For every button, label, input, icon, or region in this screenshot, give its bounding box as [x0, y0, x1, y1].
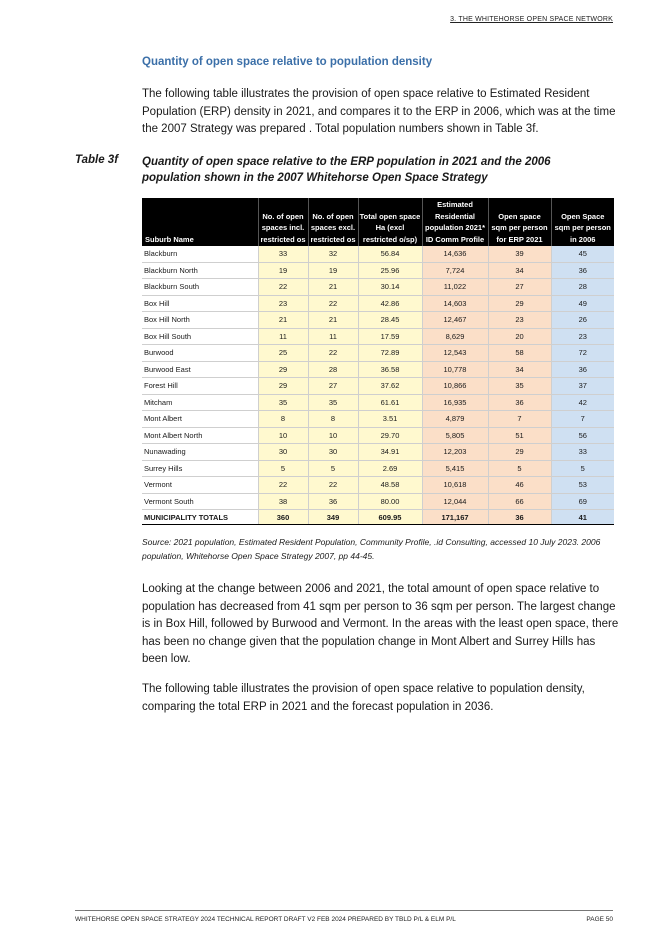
cell-spaces-incl: 25 [258, 345, 308, 362]
cell-suburb-name: Box Hill [142, 295, 258, 312]
header-sqm-2021: Open space sqm per person for ERP 2021 [488, 198, 551, 246]
intro-paragraph: The following table illustrates the provision of open space relative to Estimated Resident Population (ERP) density in 2021, and compares it to the ERP in 2006, which was at the time the 2007 Strategy was prepared . Total population numbers shown in Table 3f. [142, 88, 616, 135]
table-row [142, 295, 614, 312]
cell-spaces-incl: 5 [258, 460, 308, 477]
total-sqm-2021: 36 [488, 510, 551, 525]
cell-spaces-incl: 10 [258, 427, 308, 444]
cell-sqm-2006: 28 [551, 279, 614, 296]
cell-sqm-2021: 46 [488, 477, 551, 494]
cell-total-ha: 61.61 [358, 394, 422, 411]
cell-sqm-2021: 5 [488, 460, 551, 477]
total-total-ha: 609.95 [358, 510, 422, 525]
cell-suburb-name: Box Hill North [142, 312, 258, 329]
table-row [142, 262, 614, 279]
total-suburb-name: MUNICIPALITY TOTALS [142, 510, 258, 525]
cell-suburb-name: Surrey Hills [142, 460, 258, 477]
next-table-paragraph: The following table illustrates the provision of open space relative to population density, comparing the total ERP in 2021 and the forecast population in 2036. [142, 683, 585, 713]
cell-spaces-incl: 23 [258, 295, 308, 312]
cell-sqm-2006: 53 [551, 477, 614, 494]
cell-erp-2021: 12,467 [422, 312, 488, 329]
cell-total-ha: 25.96 [358, 262, 422, 279]
running-head: 3. THE WHITEHORSE OPEN SPACE NETWORK [450, 16, 613, 23]
cell-erp-2021: 4,879 [422, 411, 488, 428]
cell-sqm-2006: 49 [551, 295, 614, 312]
cell-spaces-excl: 19 [308, 262, 358, 279]
cell-spaces-incl: 30 [258, 444, 308, 461]
table-row [142, 246, 614, 262]
cell-spaces-excl: 32 [308, 246, 358, 262]
cell-spaces-excl: 27 [308, 378, 358, 395]
cell-spaces-incl: 35 [258, 394, 308, 411]
cell-spaces-incl: 22 [258, 477, 308, 494]
cell-suburb-name: Vermont [142, 477, 258, 494]
cell-erp-2021: 10,866 [422, 378, 488, 395]
cell-spaces-excl: 21 [308, 312, 358, 329]
cell-suburb-name: Blackburn North [142, 262, 258, 279]
cell-sqm-2021: 27 [488, 279, 551, 296]
cell-spaces-incl: 29 [258, 361, 308, 378]
table-header-row [142, 198, 614, 246]
cell-sqm-2021: 29 [488, 295, 551, 312]
header-sqm-2006: Open Space sqm per person in 2006 [551, 198, 614, 246]
cell-sqm-2006: 36 [551, 361, 614, 378]
table-row [142, 312, 614, 329]
cell-spaces-excl: 28 [308, 361, 358, 378]
cell-suburb-name: Burwood [142, 345, 258, 362]
cell-erp-2021: 14,603 [422, 295, 488, 312]
cell-sqm-2021: 51 [488, 427, 551, 444]
cell-spaces-incl: 11 [258, 328, 308, 345]
cell-spaces-excl: 22 [308, 295, 358, 312]
open-space-table [142, 198, 614, 525]
cell-suburb-name: Mitcham [142, 394, 258, 411]
footer-rule [75, 910, 613, 911]
cell-erp-2021: 14,636 [422, 246, 488, 262]
cell-spaces-excl: 22 [308, 477, 358, 494]
cell-sqm-2021: 23 [488, 312, 551, 329]
cell-erp-2021: 7,724 [422, 262, 488, 279]
cell-total-ha: 34.91 [358, 444, 422, 461]
footer-left: WHITEHORSE OPEN SPACE STRATEGY 2024 TECHNICAL REPORT DRAFT V2 FEB 2024 PREPARED BY TBLD P/L & ELM P/L [75, 916, 456, 923]
source-note: Source: 2021 population, Estimated Resident Population, Community Profile, .id Consulting, accessed 10 July 2023. 2006 population, Whitehorse Open Space Strategy 2007, pp 44-45. [142, 537, 601, 561]
cell-sqm-2006: 37 [551, 378, 614, 395]
cell-erp-2021: 8,629 [422, 328, 488, 345]
cell-erp-2021: 10,618 [422, 477, 488, 494]
cell-erp-2021: 12,203 [422, 444, 488, 461]
cell-suburb-name: Burwood East [142, 361, 258, 378]
cell-total-ha: 48.58 [358, 477, 422, 494]
cell-erp-2021: 11,022 [422, 279, 488, 296]
cell-spaces-excl: 10 [308, 427, 358, 444]
cell-sqm-2021: 66 [488, 493, 551, 510]
cell-sqm-2021: 7 [488, 411, 551, 428]
cell-sqm-2021: 20 [488, 328, 551, 345]
header-spaces-excl: No. of open spaces excl. restricted os [308, 198, 358, 246]
cell-sqm-2021: 29 [488, 444, 551, 461]
table-row [142, 394, 614, 411]
cell-erp-2021: 5,415 [422, 460, 488, 477]
cell-sqm-2021: 58 [488, 345, 551, 362]
cell-spaces-excl: 8 [308, 411, 358, 428]
cell-total-ha: 36.58 [358, 361, 422, 378]
header-spaces-incl: No. of open spaces incl. restricted os [258, 198, 308, 246]
cell-sqm-2021: 34 [488, 262, 551, 279]
cell-spaces-incl: 38 [258, 493, 308, 510]
cell-suburb-name: Blackburn South [142, 279, 258, 296]
cell-sqm-2006: 72 [551, 345, 614, 362]
cell-erp-2021: 10,778 [422, 361, 488, 378]
cell-sqm-2006: 56 [551, 427, 614, 444]
cell-spaces-incl: 19 [258, 262, 308, 279]
cell-suburb-name: Blackburn [142, 246, 258, 262]
cell-spaces-excl: 5 [308, 460, 358, 477]
cell-erp-2021: 5,805 [422, 427, 488, 444]
cell-sqm-2021: 35 [488, 378, 551, 395]
cell-spaces-excl: 35 [308, 394, 358, 411]
cell-erp-2021: 12,044 [422, 493, 488, 510]
cell-suburb-name: Nunawading [142, 444, 258, 461]
cell-erp-2021: 16,935 [422, 394, 488, 411]
cell-total-ha: 42.86 [358, 295, 422, 312]
cell-sqm-2006: 23 [551, 328, 614, 345]
cell-total-ha: 3.51 [358, 411, 422, 428]
cell-sqm-2021: 36 [488, 394, 551, 411]
cell-spaces-incl: 21 [258, 312, 308, 329]
total-spaces-incl: 360 [258, 510, 308, 525]
change-paragraph: Looking at the change between 2006 and 2021, the total amount of open space relative to population has decreased from 41 sqm per person to 36 sqm per person. The largest change is in Box Hill, followed by Burwood and Vermont. In the areas with the least open space, there has been no change given that the population change in Mont Albert and Surrey Hills has been low. [142, 583, 619, 665]
table-row [142, 279, 614, 296]
cell-total-ha: 2.69 [358, 460, 422, 477]
cell-spaces-incl: 33 [258, 246, 308, 262]
page-number: PAGE 50 [586, 916, 613, 923]
table-row [142, 378, 614, 395]
header-erp-2021: Estimated Residential population 2021* ID Comm Profile [422, 198, 488, 246]
cell-suburb-name: Vermont South [142, 493, 258, 510]
table-row [142, 328, 614, 345]
cell-sqm-2006: 33 [551, 444, 614, 461]
header-total-ha: Total open space Ha (excl restricted o/sp) [358, 198, 422, 246]
cell-spaces-incl: 8 [258, 411, 308, 428]
cell-sqm-2006: 45 [551, 246, 614, 262]
table-row [142, 460, 614, 477]
cell-total-ha: 28.45 [358, 312, 422, 329]
table-caption-label: Table 3f [75, 154, 119, 166]
cell-sqm-2021: 39 [488, 246, 551, 262]
table-row [142, 361, 614, 378]
cell-erp-2021: 12,543 [422, 345, 488, 362]
table-row [142, 477, 614, 494]
header-suburb-name: Suburb Name [142, 198, 258, 246]
cell-sqm-2006: 26 [551, 312, 614, 329]
cell-suburb-name: Forest Hill [142, 378, 258, 395]
table-row [142, 493, 614, 510]
section-heading: Quantity of open space relative to population density [142, 56, 433, 68]
cell-suburb-name: Box Hill South [142, 328, 258, 345]
total-sqm-2006: 41 [551, 510, 614, 525]
table-row [142, 411, 614, 428]
cell-spaces-incl: 29 [258, 378, 308, 395]
cell-sqm-2006: 7 [551, 411, 614, 428]
cell-total-ha: 37.62 [358, 378, 422, 395]
cell-sqm-2006: 36 [551, 262, 614, 279]
cell-spaces-excl: 11 [308, 328, 358, 345]
table-row [142, 444, 614, 461]
table-row [142, 345, 614, 362]
cell-sqm-2021: 34 [488, 361, 551, 378]
cell-suburb-name: Mont Albert [142, 411, 258, 428]
total-spaces-excl: 349 [308, 510, 358, 525]
cell-spaces-excl: 22 [308, 345, 358, 362]
cell-total-ha: 17.59 [358, 328, 422, 345]
total-erp-2021: 171,167 [422, 510, 488, 525]
cell-sqm-2006: 69 [551, 493, 614, 510]
cell-total-ha: 30.14 [358, 279, 422, 296]
cell-total-ha: 29.70 [358, 427, 422, 444]
cell-sqm-2006: 42 [551, 394, 614, 411]
cell-spaces-excl: 30 [308, 444, 358, 461]
cell-spaces-incl: 22 [258, 279, 308, 296]
cell-total-ha: 56.84 [358, 246, 422, 262]
table-total-row [142, 510, 614, 525]
cell-total-ha: 72.89 [358, 345, 422, 362]
cell-spaces-excl: 36 [308, 493, 358, 510]
table-caption-text: Quantity of open space relative to the ERP population in 2021 and the 2006 population shown in the 2007 Whitehorse Open Space Strategy [142, 156, 551, 184]
cell-spaces-excl: 21 [308, 279, 358, 296]
table-row [142, 427, 614, 444]
cell-total-ha: 80.00 [358, 493, 422, 510]
cell-sqm-2006: 5 [551, 460, 614, 477]
cell-suburb-name: Mont Albert North [142, 427, 258, 444]
